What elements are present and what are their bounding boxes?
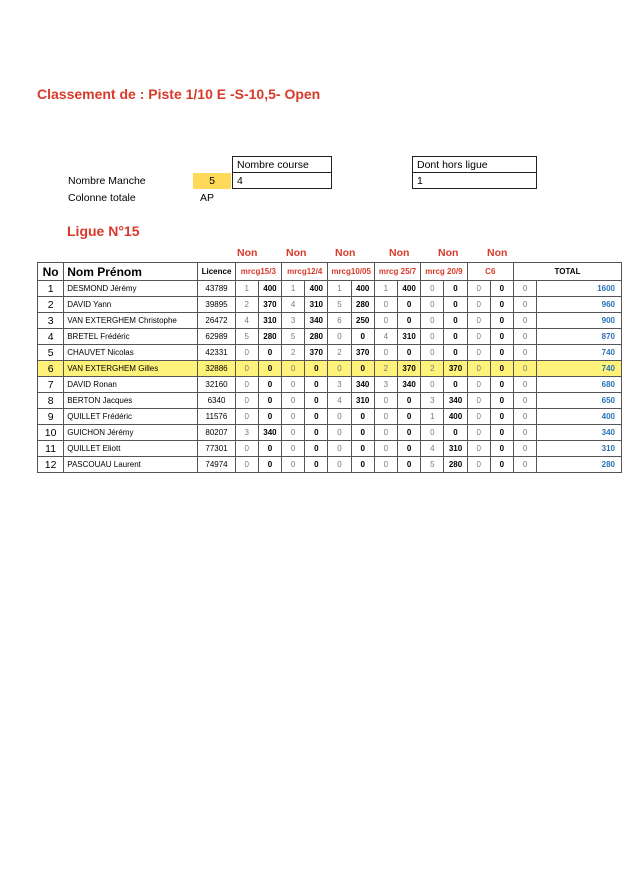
header-event: C6 (467, 263, 513, 281)
points-cell: 340 (444, 393, 467, 409)
row-name: DESMOND Jérémy (64, 281, 198, 297)
place-cell: 5 (282, 329, 305, 345)
table-row (38, 329, 622, 345)
table-row (38, 361, 622, 377)
points-cell: 0 (305, 377, 328, 393)
non-label: Non (438, 247, 459, 259)
place-cell: 0 (328, 457, 351, 473)
points-cell: 0 (351, 329, 374, 345)
points-cell: 0 (258, 409, 281, 425)
points-cell: 0 (351, 441, 374, 457)
place-cell: 0 (374, 313, 397, 329)
place-cell: 4 (235, 313, 258, 329)
points-cell: 370 (444, 361, 467, 377)
place-cell: 4 (282, 297, 305, 313)
points-cell: 0 (398, 393, 421, 409)
points-cell: 0 (490, 361, 513, 377)
row-total: 900 (537, 313, 622, 329)
points-cell: 0 (258, 393, 281, 409)
place-cell: 0 (328, 425, 351, 441)
table-header-row (38, 263, 622, 281)
place-cell: 6 (328, 313, 351, 329)
place-cell: 0 (467, 425, 490, 441)
non-label: Non (389, 247, 410, 259)
points-cell: 0 (490, 345, 513, 361)
place-cell: 0 (328, 441, 351, 457)
place-cell: 0 (282, 393, 305, 409)
hors-ligue-label: Dont hors ligue (417, 159, 488, 171)
place-cell: 0 (421, 345, 444, 361)
points-cell: 370 (351, 345, 374, 361)
points-cell: 0 (305, 393, 328, 409)
hors-ligue-value: 1 (417, 175, 423, 187)
points-cell: 400 (258, 281, 281, 297)
place-cell: 2 (421, 361, 444, 377)
row-total: 340 (537, 425, 622, 441)
points-cell: 0 (398, 297, 421, 313)
points-cell: 0 (444, 377, 467, 393)
points-cell: 400 (305, 281, 328, 297)
points-cell: 0 (258, 441, 281, 457)
points-cell: 0 (305, 457, 328, 473)
place-cell: 3 (374, 377, 397, 393)
nombre-manche-label: Nombre Manche (68, 175, 146, 187)
table-row (38, 441, 622, 457)
place-cell: 5 (421, 457, 444, 473)
hors-ligue-value-box (412, 172, 537, 189)
place-cell: 0 (467, 313, 490, 329)
row-licence: 43789 (198, 281, 235, 297)
row-licence: 74974 (198, 457, 235, 473)
row-name: PASCOUAU Laurent (64, 457, 198, 473)
place-cell: 0 (467, 297, 490, 313)
points-cell: 310 (444, 441, 467, 457)
place-cell: 0 (374, 345, 397, 361)
points-cell: 0 (398, 345, 421, 361)
row-name: DAVID Ronan (64, 377, 198, 393)
non-label: Non (286, 247, 307, 259)
points-cell: 0 (398, 457, 421, 473)
place-cell: 4 (374, 329, 397, 345)
place-cell: 3 (328, 377, 351, 393)
place-cell: 0 (513, 329, 536, 345)
points-cell: 0 (398, 313, 421, 329)
table-row (38, 281, 622, 297)
header-no: No (38, 263, 64, 281)
row-total: 870 (537, 329, 622, 345)
points-cell: 340 (305, 313, 328, 329)
row-number: 7 (38, 377, 64, 393)
colonne-totale-value: AP (200, 192, 215, 204)
place-cell: 0 (374, 393, 397, 409)
points-cell: 0 (398, 441, 421, 457)
place-cell: 0 (467, 329, 490, 345)
place-cell: 0 (467, 409, 490, 425)
page-title: Classement de : Piste 1/10 E -S-10,5- Open (37, 86, 321, 102)
place-cell: 0 (513, 457, 536, 473)
table-row (38, 457, 622, 473)
points-cell: 0 (490, 281, 513, 297)
place-cell: 0 (282, 377, 305, 393)
table-row (38, 313, 622, 329)
points-cell: 400 (398, 281, 421, 297)
points-cell: 0 (305, 441, 328, 457)
place-cell: 3 (421, 393, 444, 409)
place-cell: 2 (235, 297, 258, 313)
place-cell: 0 (235, 457, 258, 473)
place-cell: 0 (282, 409, 305, 425)
place-cell: 0 (467, 345, 490, 361)
row-number: 4 (38, 329, 64, 345)
points-cell: 0 (490, 329, 513, 345)
points-cell: 0 (490, 425, 513, 441)
points-cell: 0 (258, 457, 281, 473)
place-cell: 0 (235, 377, 258, 393)
row-number: 9 (38, 409, 64, 425)
place-cell: 0 (513, 441, 536, 457)
place-cell: 0 (282, 457, 305, 473)
row-number: 12 (38, 457, 64, 473)
place-cell: 5 (328, 297, 351, 313)
points-cell: 310 (398, 329, 421, 345)
points-cell: 340 (351, 377, 374, 393)
points-cell: 0 (258, 377, 281, 393)
ligue-heading: Ligue N°15 (67, 223, 140, 239)
points-cell: 400 (444, 409, 467, 425)
place-cell: 0 (467, 361, 490, 377)
points-cell: 0 (490, 313, 513, 329)
row-total: 650 (537, 393, 622, 409)
header-event: mrcg10/05 (328, 263, 374, 281)
points-cell: 280 (351, 297, 374, 313)
place-cell: 1 (374, 281, 397, 297)
points-cell: 0 (444, 425, 467, 441)
place-cell: 0 (513, 281, 536, 297)
place-cell: 4 (328, 393, 351, 409)
place-cell: 0 (421, 329, 444, 345)
points-cell: 370 (258, 297, 281, 313)
points-cell: 280 (444, 457, 467, 473)
non-label: Non (237, 247, 258, 259)
results-table (37, 262, 622, 473)
nombre-course-value-box (232, 172, 332, 189)
header-event: mrcg15/3 (235, 263, 281, 281)
points-cell: 310 (351, 393, 374, 409)
row-licence: 77301 (198, 441, 235, 457)
points-cell: 0 (490, 377, 513, 393)
row-licence: 6340 (198, 393, 235, 409)
table-row (38, 377, 622, 393)
row-licence: 32886 (198, 361, 235, 377)
row-total: 740 (537, 361, 622, 377)
points-cell: 0 (351, 425, 374, 441)
place-cell: 0 (282, 441, 305, 457)
place-cell: 2 (282, 345, 305, 361)
place-cell: 5 (235, 329, 258, 345)
row-number: 10 (38, 425, 64, 441)
place-cell: 0 (328, 409, 351, 425)
points-cell: 250 (351, 313, 374, 329)
table-row (38, 345, 622, 361)
row-licence: 32160 (198, 377, 235, 393)
points-cell: 400 (351, 281, 374, 297)
points-cell: 310 (305, 297, 328, 313)
row-name: DAVID Yann (64, 297, 198, 313)
points-cell: 0 (490, 409, 513, 425)
table-row (38, 409, 622, 425)
points-cell: 0 (305, 361, 328, 377)
place-cell: 1 (328, 281, 351, 297)
points-cell: 0 (351, 409, 374, 425)
points-cell: 280 (305, 329, 328, 345)
place-cell: 0 (513, 409, 536, 425)
place-cell: 0 (235, 393, 258, 409)
place-cell: 2 (328, 345, 351, 361)
row-total: 680 (537, 377, 622, 393)
nombre-course-label-box (232, 156, 332, 173)
row-name: CHAUVET Nicolas (64, 345, 198, 361)
place-cell: 3 (235, 425, 258, 441)
row-name: QUILLET Frédéric (64, 409, 198, 425)
points-cell: 0 (444, 345, 467, 361)
colonne-totale-label: Colonne totale (68, 192, 136, 204)
row-number: 8 (38, 393, 64, 409)
header-name: Nom Prénom (64, 263, 198, 281)
place-cell: 0 (467, 441, 490, 457)
row-name: VAN EXTERGHEM Christophe (64, 313, 198, 329)
row-number: 6 (38, 361, 64, 377)
row-total: 310 (537, 441, 622, 457)
place-cell: 0 (513, 393, 536, 409)
row-total: 1600 (537, 281, 622, 297)
row-number: 3 (38, 313, 64, 329)
header-event: mrcg12/4 (282, 263, 328, 281)
place-cell: 0 (374, 409, 397, 425)
row-number: 2 (38, 297, 64, 313)
place-cell: 1 (421, 409, 444, 425)
row-licence: 62989 (198, 329, 235, 345)
place-cell: 0 (421, 377, 444, 393)
points-cell: 0 (258, 345, 281, 361)
row-name: BERTON Jacques (64, 393, 198, 409)
place-cell: 0 (421, 425, 444, 441)
place-cell: 3 (282, 313, 305, 329)
points-cell: 0 (444, 281, 467, 297)
points-cell: 0 (398, 409, 421, 425)
place-cell: 0 (374, 441, 397, 457)
points-cell: 0 (490, 297, 513, 313)
place-cell: 0 (282, 361, 305, 377)
row-number: 1 (38, 281, 64, 297)
row-licence: 80207 (198, 425, 235, 441)
table-row (38, 297, 622, 313)
place-cell: 0 (235, 345, 258, 361)
points-cell: 280 (258, 329, 281, 345)
row-name: BRETEL Frédéric (64, 329, 198, 345)
nombre-course-label: Nombre course (237, 159, 309, 171)
row-licence: 42331 (198, 345, 235, 361)
place-cell: 0 (467, 457, 490, 473)
place-cell: 1 (235, 281, 258, 297)
row-number: 11 (38, 441, 64, 457)
place-cell: 0 (235, 441, 258, 457)
place-cell: 0 (513, 297, 536, 313)
row-total: 280 (537, 457, 622, 473)
place-cell: 0 (513, 313, 536, 329)
place-cell: 0 (513, 425, 536, 441)
place-cell: 0 (513, 377, 536, 393)
points-cell: 0 (398, 425, 421, 441)
row-total: 960 (537, 297, 622, 313)
nombre-manche-value: 5 (193, 173, 231, 189)
non-label: Non (487, 247, 508, 259)
row-licence: 39895 (198, 297, 235, 313)
row-licence: 26472 (198, 313, 235, 329)
points-cell: 0 (444, 313, 467, 329)
header-total: TOTAL (513, 263, 621, 281)
points-cell: 0 (305, 425, 328, 441)
row-total: 740 (537, 345, 622, 361)
place-cell: 0 (421, 281, 444, 297)
place-cell: 0 (374, 297, 397, 313)
row-name: VAN EXTERGHEM Gilles (64, 361, 198, 377)
points-cell: 340 (258, 425, 281, 441)
row-name: GUICHON Jérémy (64, 425, 198, 441)
place-cell: 0 (421, 313, 444, 329)
points-cell: 0 (490, 457, 513, 473)
points-cell: 340 (398, 377, 421, 393)
row-name: QUILLET Eliott (64, 441, 198, 457)
hors-ligue-label-box (412, 156, 537, 173)
header-licence: Licence (198, 263, 235, 281)
place-cell: 4 (421, 441, 444, 457)
points-cell: 0 (351, 361, 374, 377)
points-cell: 370 (398, 361, 421, 377)
header-event: mrcg 25/7 (374, 263, 420, 281)
place-cell: 0 (421, 297, 444, 313)
non-label: Non (335, 247, 356, 259)
points-cell: 0 (444, 297, 467, 313)
row-total: 400 (537, 409, 622, 425)
points-cell: 0 (305, 409, 328, 425)
row-licence: 11576 (198, 409, 235, 425)
header-event: mrcg 20/9 (421, 263, 467, 281)
place-cell: 0 (328, 361, 351, 377)
points-cell: 0 (444, 329, 467, 345)
row-number: 5 (38, 345, 64, 361)
place-cell: 0 (513, 345, 536, 361)
place-cell: 0 (328, 329, 351, 345)
place-cell: 0 (374, 457, 397, 473)
points-cell: 0 (490, 393, 513, 409)
place-cell: 0 (374, 425, 397, 441)
place-cell: 0 (235, 409, 258, 425)
table-row (38, 393, 622, 409)
place-cell: 0 (467, 393, 490, 409)
place-cell: 0 (513, 361, 536, 377)
place-cell: 2 (374, 361, 397, 377)
nombre-course-value: 4 (237, 175, 243, 187)
place-cell: 0 (282, 425, 305, 441)
place-cell: 0 (235, 361, 258, 377)
place-cell: 0 (467, 377, 490, 393)
place-cell: 0 (467, 281, 490, 297)
points-cell: 310 (258, 313, 281, 329)
place-cell: 1 (282, 281, 305, 297)
table-row (38, 425, 622, 441)
points-cell: 370 (305, 345, 328, 361)
points-cell: 0 (351, 457, 374, 473)
points-cell: 0 (490, 441, 513, 457)
points-cell: 0 (258, 361, 281, 377)
